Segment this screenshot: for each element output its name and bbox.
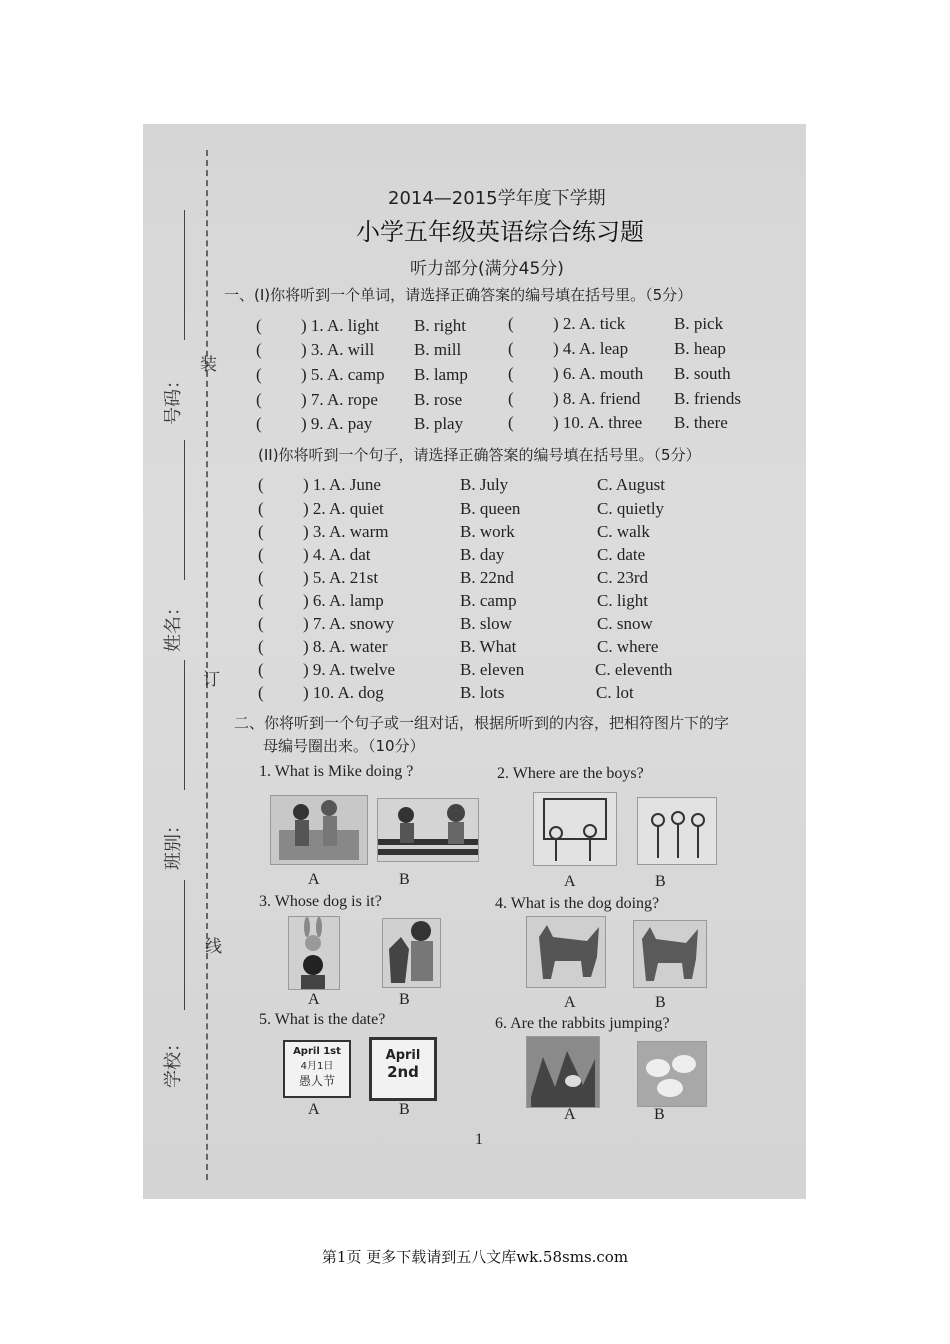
q1-picture-a: [270, 795, 368, 865]
option-a: ) 3. A. will: [301, 340, 375, 359]
question-5: 5. What is the date?: [259, 1011, 386, 1028]
bind-mark-zhuang: 装: [200, 355, 217, 375]
option-a: ) 9. A. twelve: [303, 660, 396, 679]
q6-picture-a: [526, 1036, 600, 1108]
calendar-a-date-cn: 4月1日: [300, 1061, 334, 1072]
q2-picture-a: [533, 792, 617, 866]
q3-label-b: B: [399, 991, 410, 1008]
part2-instruction: (II)你将听到一个句子，请选择正确答案的编号填在括号里。（5分）: [258, 446, 701, 464]
answer-paren: (: [508, 314, 514, 333]
option-b: B. there: [674, 413, 728, 432]
option-b: B. friends: [674, 389, 742, 408]
answer-paren: (: [508, 339, 514, 358]
q6-picture-b: [637, 1041, 707, 1107]
page-number: 1: [475, 1131, 483, 1148]
section2-instruction-line1: 二、你将听到一个句子或一组对话，根据所听到的内容，把相符图片下的字: [234, 714, 730, 732]
bind-mark-ding: 订: [203, 670, 220, 690]
calendar-a-date-en: April 1st: [293, 1046, 341, 1057]
q6-label-b: B: [654, 1106, 665, 1123]
option-a: ) 6. A. lamp: [303, 591, 384, 610]
option-a: ) 3. A. warm: [303, 522, 389, 541]
option-a: ) 10. A. three: [553, 413, 643, 432]
calendar-a-holiday: 愚人节: [298, 1074, 335, 1088]
page-title: 小学五年级英语综合练习题: [356, 218, 644, 246]
option-b: B. lamp: [414, 365, 468, 384]
number-blank: [184, 210, 185, 340]
option-c: C. August: [597, 475, 666, 494]
school-year: 2014—2015学年度下学期: [388, 188, 606, 209]
option-b: B. right: [414, 316, 466, 335]
option-a: ) 4. A. leap: [553, 339, 629, 358]
question-1: 1. What is Mike doing ?: [259, 763, 414, 780]
answer-paren: (: [258, 614, 264, 633]
answer-paren: (: [258, 499, 264, 518]
option-b: B. heap: [674, 339, 726, 358]
answer-paren: (: [256, 390, 262, 409]
q4-picture-b: [633, 920, 707, 988]
footer-text: 第1页 更多下载请到五八文库wk.58sms.com: [321, 1248, 629, 1266]
calendar-b-month: April: [385, 1048, 421, 1063]
option-c: C. snow: [597, 614, 653, 633]
question-4: 4. What is the dog doing?: [495, 895, 660, 912]
option-a: ) 7. A. snowy: [303, 614, 395, 633]
q1-label-b: B: [399, 871, 410, 888]
option-c: C. quietly: [597, 499, 665, 518]
question-3: 3. Whose dog is it?: [259, 893, 382, 910]
answer-paren: (: [258, 522, 264, 541]
name-label: 姓名：: [163, 598, 184, 652]
answer-paren: (: [256, 414, 262, 433]
q2-picture-b: [637, 797, 717, 865]
name-blank: [184, 440, 185, 580]
answer-paren: (: [508, 389, 514, 408]
q4-picture-a: [526, 916, 606, 988]
part1-instruction: 一、(I)你将听到一个单词，请选择正确答案的编号填在括号里。（5分）: [224, 286, 693, 304]
option-b: B. play: [414, 414, 464, 433]
option-b: B. work: [460, 522, 515, 541]
option-a: ) 5. A. 21st: [303, 568, 379, 587]
option-a: ) 5. A. camp: [301, 365, 385, 384]
q4-label-a: A: [564, 994, 576, 1011]
answer-paren: (: [258, 591, 264, 610]
school-label: 学校：: [163, 1034, 184, 1088]
answer-paren: (: [256, 316, 262, 335]
q2-label-b: B: [655, 873, 666, 890]
option-a: ) 9. A. pay: [301, 414, 373, 433]
section2-instruction-line2: 母编号圈出来。（10分）: [263, 737, 425, 755]
q5-calendar-a: [283, 1040, 351, 1098]
q1-label-a: A: [308, 871, 320, 888]
answer-paren: (: [258, 545, 264, 564]
q1-picture-b: [377, 798, 479, 862]
option-a: ) 8. A. water: [303, 637, 388, 656]
option-c: C. date: [597, 545, 646, 564]
answer-paren: (: [508, 364, 514, 383]
option-b: B. slow: [460, 614, 512, 633]
q3-label-a: A: [308, 991, 320, 1008]
answer-paren: (: [256, 365, 262, 384]
q5-label-b: B: [399, 1101, 410, 1118]
answer-paren: (: [258, 475, 264, 494]
answer-paren: (: [508, 413, 514, 432]
answer-paren: (: [258, 660, 264, 679]
option-b: B. eleven: [460, 660, 525, 679]
school-blank: [184, 880, 185, 1010]
option-b: B. south: [674, 364, 731, 383]
option-a: ) 1. A. June: [303, 475, 381, 494]
answer-paren: (: [258, 568, 264, 587]
option-c: C. where: [597, 637, 659, 656]
option-b: B. day: [460, 545, 505, 564]
option-b: B. mill: [414, 340, 462, 359]
option-a: ) 1. A. light: [301, 316, 379, 335]
option-a: ) 2. A. tick: [553, 314, 626, 333]
question-6: 6. Are the rabbits jumping?: [495, 1015, 670, 1032]
option-b: B. camp: [460, 591, 517, 610]
option-a: ) 6. A. mouth: [553, 364, 644, 383]
option-a: ) 8. A. friend: [553, 389, 641, 408]
option-b: B. July: [460, 475, 509, 494]
section-subtitle: 听力部分(满分45分): [410, 259, 564, 279]
option-b: B. rose: [414, 390, 463, 409]
q4-label-b: B: [655, 994, 666, 1011]
calendar-b-day: 2nd: [387, 1063, 419, 1081]
option-a: ) 7. A. rope: [301, 390, 378, 409]
answer-paren: (: [258, 683, 264, 702]
class-blank: [184, 660, 185, 790]
option-b: B. queen: [460, 499, 521, 518]
bind-mark-xian: 线: [205, 937, 222, 957]
q5-calendar-b: [369, 1037, 437, 1101]
q6-label-a: A: [564, 1106, 576, 1123]
option-b: B. What: [460, 637, 517, 656]
option-b: B. lots: [460, 683, 505, 702]
option-b: B. 22nd: [460, 568, 514, 587]
answer-paren: (: [258, 637, 264, 656]
answer-paren: (: [256, 340, 262, 359]
q3-picture-a: [288, 916, 340, 990]
option-c: C. 23rd: [597, 568, 648, 587]
option-c: C. eleventh: [595, 660, 673, 679]
option-c: C. walk: [597, 522, 650, 541]
question-2: 2. Where are the boys?: [497, 765, 644, 782]
number-label: 号码：: [163, 371, 184, 425]
q3-picture-b: [382, 918, 441, 988]
class-label: 班别：: [163, 816, 184, 870]
option-a: ) 4. A. dat: [303, 545, 371, 564]
q5-label-a: A: [308, 1101, 320, 1118]
option-a: ) 10. A. dog: [303, 683, 384, 702]
option-b: B. pick: [674, 314, 724, 333]
option-c: C. light: [597, 591, 649, 610]
option-c: C. lot: [596, 683, 634, 702]
q2-label-a: A: [564, 873, 576, 890]
option-a: ) 2. A. quiet: [303, 499, 384, 518]
